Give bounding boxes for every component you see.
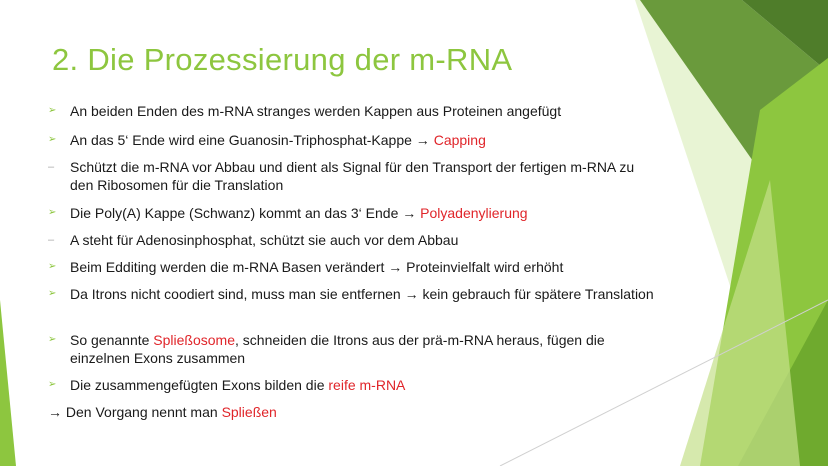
final-line: → Den Vorgang nennt man Spließen (48, 404, 277, 420)
bullet-arrow-icon: ➢ (48, 288, 57, 299)
bullet-text: Da Itrons nicht coodiert sind, muss man sie entfernen → kein gebrauch für spätere Translation (70, 286, 654, 302)
bullet-text: A steht für Adenosinphosphat, schützt sie auch vor dem Abbau (70, 232, 459, 248)
bullet-text: Die zusammengefügten Exons bilden die reife m-RNA (70, 377, 406, 393)
bullet-arrow-icon: ➢ (48, 261, 57, 272)
bullet-text: An beiden Enden des m-RNA stranges werden Kappen aus Proteinen angefügt (70, 103, 562, 119)
bullet-arrow-icon: ➢ (48, 134, 57, 145)
highlight-term: Spließosome (153, 332, 235, 348)
highlight-term: Polyadenylierung (420, 205, 528, 221)
bullet-text: Schützt die m-RNA vor Abbau und dient als Signal für den Transport der fertigen m-RNA zu den Ribosomen für die Translation (70, 159, 635, 193)
bullet-arrow-icon: ➢ (48, 379, 57, 390)
bullet-arrow-icon: ➢ (48, 207, 57, 218)
dash-marker-icon: – (48, 234, 55, 246)
deco-left-sliver (0, 300, 16, 466)
bullet-text: An das 5‘ Ende wird eine Guanosin-Triphosphat-Kappe → Capping (70, 132, 486, 148)
highlight-term: reife m-RNA (328, 377, 406, 393)
highlight-term: Spließen (221, 404, 277, 420)
bullet-text: So genannte Spließosome, schneiden die Itrons aus der prä-m-RNA heraus, fügen die einzelnen Exons zusammen (70, 332, 605, 366)
dash-marker-icon: – (48, 161, 55, 173)
slide-title: 2. Die Prozessierung der m-RNA (52, 42, 513, 77)
bullet-arrow-icon: ➢ (48, 105, 57, 116)
bullet-text: Die Poly(A) Kappe (Schwanz) kommt an das 3‘ Ende → Polyadenylierung (70, 205, 528, 221)
bullet-arrow-icon: ➢ (48, 334, 57, 345)
highlight-term: Capping (433, 132, 486, 148)
bullet-text: Beim Edditing werden die m-RNA Basen verändert → Proteinvielfalt wird erhöht (70, 259, 564, 275)
